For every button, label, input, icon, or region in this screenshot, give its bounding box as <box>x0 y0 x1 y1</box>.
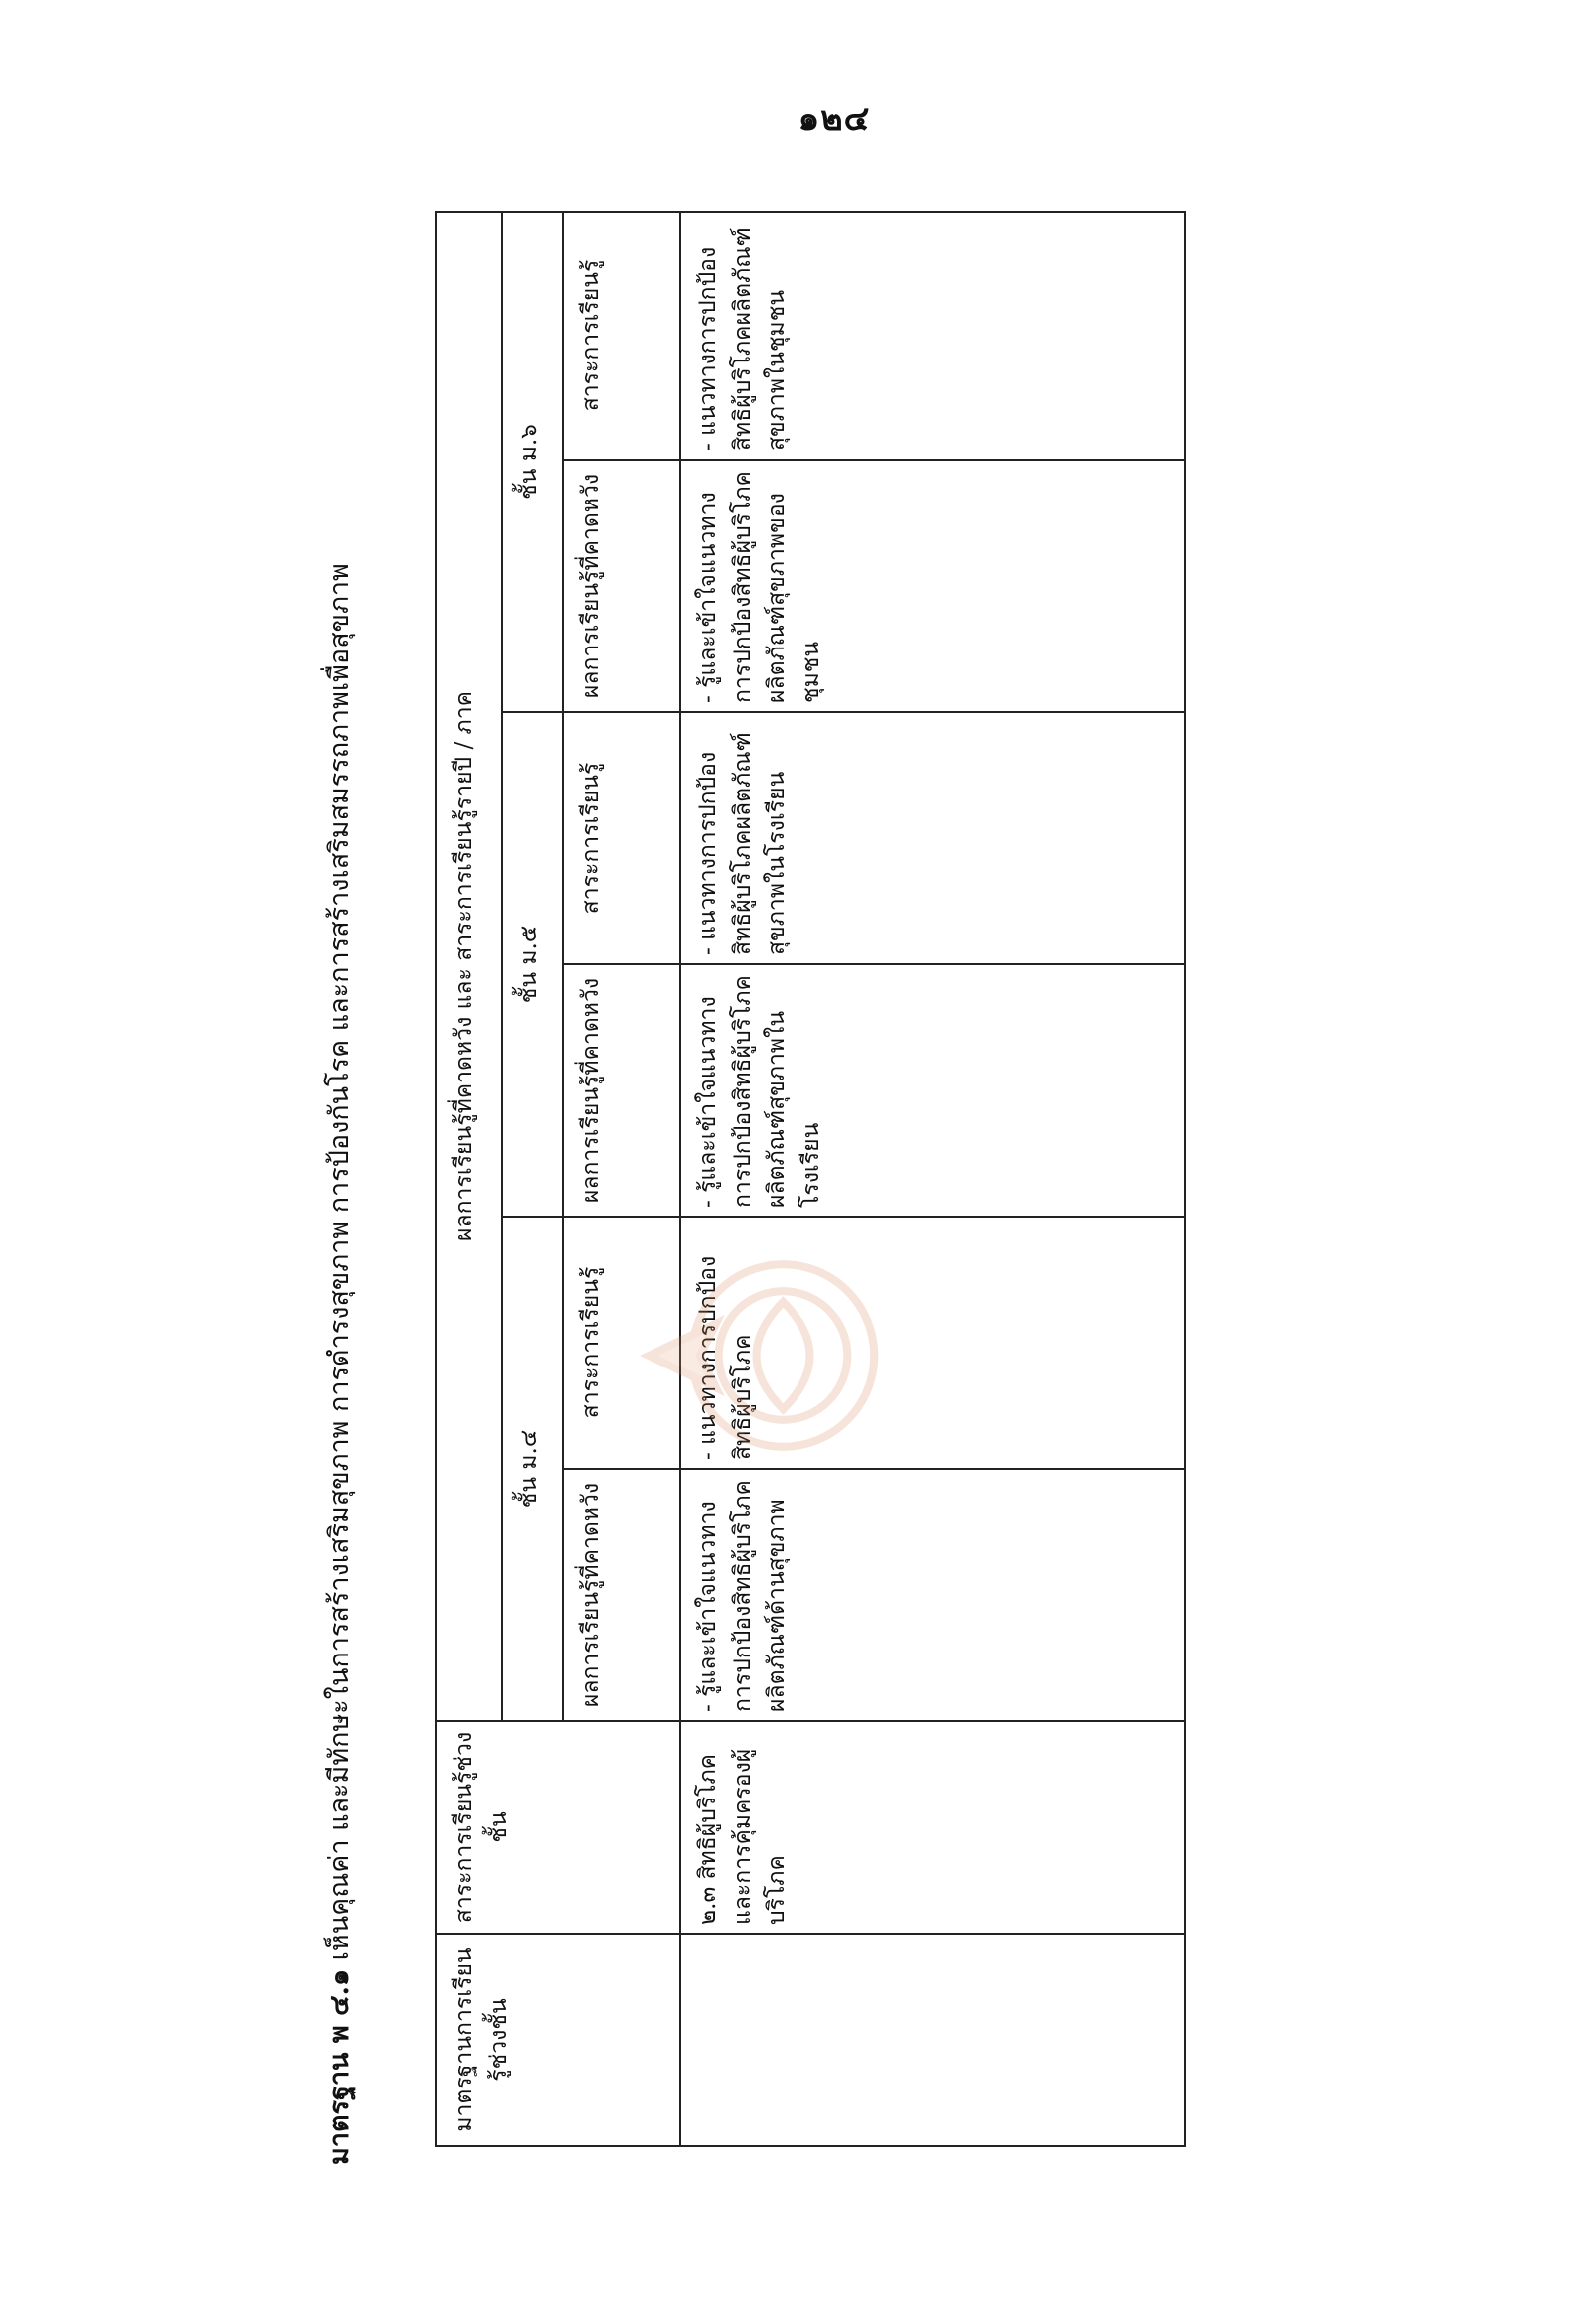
page-number: ๑๒๔ <box>798 99 871 139</box>
header-grade-m4: ชั้น ม.๔ <box>502 1217 563 1721</box>
standard-description: เห็นคุณค่า และมีทักษะในการสร้างเสริมสุขภาพ การดำรงสุขภาพ การป้องกันโรค และการสร้างเสริมสมรรถภาพเพื่อสุขภาพ <box>324 563 355 1961</box>
cell-m6-outcome: - รู้และเข้าใจแนวทางการปกป้องสิทธิผู้บริโภคผลิตภัณฑ์สุขภาพของชุมชน <box>680 460 1185 712</box>
header-main: ผลการเรียนรู้ที่คาดหวัง และ สาระการเรียนรู้รายปี / ภาค <box>436 212 502 1721</box>
emblem-watermark-icon <box>636 1222 904 1490</box>
header-content-range: สาระการเรียนรู้ช่วงชั้น <box>436 1721 680 1934</box>
cell-m4-outcome: - รู้และเข้าใจแนวทางการปกป้องสิทธิผู้บริโภคผลิตภัณฑ์ด้านสุขภาพ <box>680 1469 1185 1721</box>
page-title <box>318 199 362 2165</box>
header-m5-content: สาระการเรียนรู้ <box>563 712 680 964</box>
header-grade-m5: ชั้น ม.๕ <box>502 712 563 1217</box>
cell-m4-content: - แนวทางการปกป้องสิทธิผู้บริโภค <box>680 1217 1185 1469</box>
cell-m5-content: - แนวทางการปกป้องสิทธิผู้บริโภคผลิตภัณฑ์สุขภาพในโรงเรียน <box>680 712 1185 964</box>
cell-content-range: ๒.๓ สิทธิผู้บริโภค และการคุ้มครองผู้บริโภค <box>680 1721 1185 1934</box>
header-m4-outcome: ผลการเรียนรู้ที่คาดหวัง <box>563 1469 680 1721</box>
cell-standard <box>680 1934 1185 2146</box>
header-m4-content: สาระการเรียนรู้ <box>563 1217 680 1469</box>
header-m6-outcome: ผลการเรียนรู้ที่คาดหวัง <box>563 460 680 712</box>
header-m5-outcome: ผลการเรียนรู้ที่คาดหวัง <box>563 964 680 1217</box>
header-grade-m6: ชั้น ม.๖ <box>502 212 563 712</box>
cell-m6-content: - แนวทางการปกป้องสิทธิผู้บริโภคผลิตภัณฑ์สุขภาพในชุมชน <box>680 212 1185 460</box>
standard-code: มาตรฐาน พ ๔.๑ <box>324 1968 355 2165</box>
header-row-1 <box>436 212 502 2146</box>
header-standard: มาตรฐานการเรียนรู้ช่วงชั้น <box>436 1934 680 2146</box>
cell-m5-outcome: - รู้และเข้าใจแนวทางการปกป้องสิทธิผู้บริโภคผลิตภัณฑ์สุขภาพในโรงเรียน <box>680 964 1185 1217</box>
table-row <box>680 212 1185 2146</box>
rotated-content <box>318 199 1559 2185</box>
curriculum-table <box>435 211 1186 2147</box>
header-m6-content: สาระการเรียนรู้ <box>563 212 680 460</box>
